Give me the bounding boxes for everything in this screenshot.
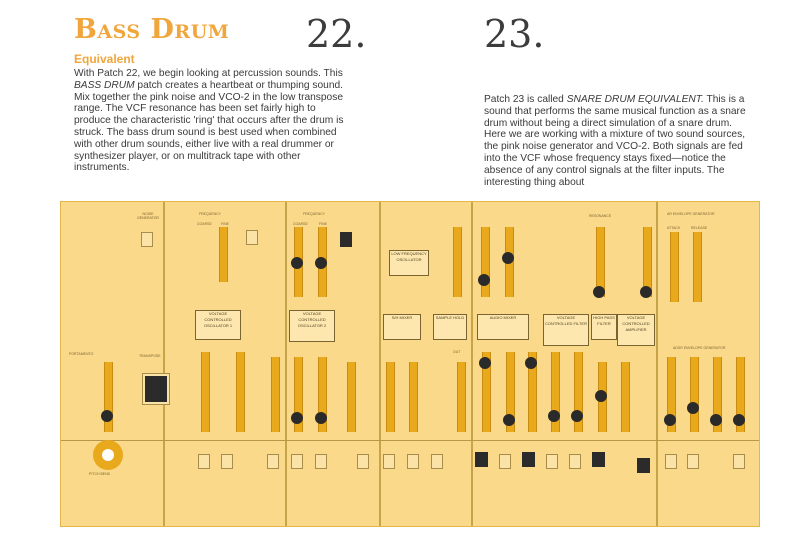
vco1-fine-slider[interactable]: [219, 227, 228, 282]
patch-23-description: [484, 94, 756, 188]
vco1-frequency-label: FREQUENCY: [199, 212, 221, 216]
env-switch-c[interactable]: [733, 454, 745, 469]
vco2-range-switch[interactable]: [340, 232, 352, 247]
lfo-slider[interactable]: [453, 227, 462, 297]
synth-panel: [60, 201, 760, 527]
page-title: Bass Drum: [74, 14, 230, 45]
patch-23-text-b: This is a sound that performs the same musical function as a snare drum without being a direct simulation of a snare drum. Here we are working with a mixture of two sound sources, the pink noise generator and VCO-2. Both signals are fed into the VCF whose frequency stays fixed—notice the absence of any control signals at the filter inputs. The interesting thing about: [484, 94, 746, 188]
transpose-label: TRANSPOSE: [139, 354, 161, 358]
mixer-switch-c[interactable]: [522, 452, 535, 467]
vco2-knob-b[interactable]: [315, 412, 327, 424]
sh-switch-a[interactable]: [383, 454, 395, 469]
noise-switch[interactable]: [141, 232, 153, 247]
mixer-knob-e[interactable]: [525, 357, 537, 369]
vca-knob[interactable]: [640, 286, 652, 298]
adsr-attack-knob[interactable]: [664, 414, 676, 426]
pitch-bend-knob-cap: [102, 449, 114, 461]
panel-divider: [656, 202, 658, 526]
sh-mixer-module: S/H MIXER: [383, 314, 421, 340]
panel-divider: [471, 202, 473, 526]
vcf-knob-a[interactable]: [548, 410, 560, 422]
sample-hold-module: SAMPLE HOLD: [433, 314, 467, 340]
vca-module: VOLTAGE CONTROLLED AMPLIFIER: [617, 314, 655, 346]
panel-rule: [61, 440, 759, 441]
vcf-resonance-knob[interactable]: [593, 286, 605, 298]
vco1-wave-switch[interactable]: [198, 454, 210, 469]
vco2-slider-c[interactable]: [347, 362, 356, 432]
sh-switch-b[interactable]: [407, 454, 419, 469]
vco2-wave-switch-2[interactable]: [315, 454, 327, 469]
sh-slider-c[interactable]: [457, 362, 466, 432]
vca-slider-b[interactable]: [621, 362, 630, 432]
vco1-slider-c[interactable]: [271, 357, 280, 432]
panel-divider: [379, 202, 381, 526]
adsr-envelope-label: ADSR ENVELOPE GENERATOR: [673, 346, 726, 350]
vco1-wave-switch-2[interactable]: [221, 454, 233, 469]
sh-slider-a[interactable]: [386, 362, 395, 432]
vcf-switch-a[interactable]: [546, 454, 558, 469]
vco1-coarse-label: COARSE: [197, 222, 212, 226]
vco2-wave-switch[interactable]: [291, 454, 303, 469]
adsr-release-knob[interactable]: [733, 414, 745, 426]
sh-switch-c[interactable]: [431, 454, 443, 469]
attack-label: ATTACK: [667, 226, 681, 230]
mixer-knob-a[interactable]: [478, 274, 490, 286]
panel-divider: [285, 202, 287, 526]
vcf-switch-b[interactable]: [569, 454, 581, 469]
adsr-decay-slider[interactable]: [690, 357, 699, 432]
patch-22-text-a: With Patch 22, we begin looking at percussion sounds. This: [74, 68, 343, 79]
vco2-mode-switch[interactable]: [357, 454, 369, 469]
vca-switch[interactable]: [637, 458, 650, 473]
mixer-switch-b[interactable]: [499, 454, 511, 469]
ar-release-slider[interactable]: [693, 232, 702, 302]
portamento-label: PORTAMENTO: [69, 352, 94, 356]
adsr-decay-knob[interactable]: [687, 402, 699, 414]
mixer-slider-a[interactable]: [481, 227, 490, 297]
vco2-coarse-knob[interactable]: [291, 257, 303, 269]
sh-slider-b[interactable]: [409, 362, 418, 432]
panel-divider: [163, 202, 165, 526]
vcf-module: VOLTAGE CONTROLLED FILTER: [543, 314, 589, 346]
mixer-knob-d[interactable]: [503, 414, 515, 426]
vcf-switch-c[interactable]: [592, 452, 605, 467]
noise-generator-label: NOISE GENERATOR: [137, 212, 159, 220]
vcf-knob-c[interactable]: [595, 390, 607, 402]
vco2-frequency-label: FREQUENCY: [303, 212, 325, 216]
mixer-knob-b[interactable]: [502, 252, 514, 264]
vcf-knob-b[interactable]: [571, 410, 583, 422]
patch-22-description: [74, 68, 354, 174]
vco1-range-switch[interactable]: [246, 230, 258, 245]
patch-22-text-b: patch creates a heartbeat or thumping sound. Mix together the pink noise and VCO-2 in the low transpose range. The VCF resonance has been set fairly high to produce the characteristic 'ring' that occurs after the drum is struck. The bass drum sound is best used when combined with other drum sounds, either live with a real drummer or synthesizer player, or on multitrack tape with other instruments.: [74, 79, 344, 174]
pitch-bend-label: PITCH BEND: [89, 472, 111, 476]
vco2-fine-knob[interactable]: [315, 257, 327, 269]
patch-23-number: 23.: [484, 12, 545, 56]
transpose-switch[interactable]: [143, 374, 169, 404]
mixer-knob-c[interactable]: [479, 357, 491, 369]
ar-envelope-label: AR ENVELOPE GENERATOR: [667, 212, 715, 216]
vco2-fine-label: FINE: [319, 222, 327, 226]
patch-22-name: BASS DRUM: [74, 79, 135, 91]
portamento-knob[interactable]: [101, 410, 113, 422]
vco1-mode-switch[interactable]: [267, 454, 279, 469]
vco2-knob-a[interactable]: [291, 412, 303, 424]
ar-attack-slider[interactable]: [670, 232, 679, 302]
vco2-coarse-label: COARSE: [293, 222, 308, 226]
resonance-label: RESONANCE: [589, 214, 612, 218]
mixer-switch-a[interactable]: [475, 452, 488, 467]
hpf-module: HIGH PASS FILTER: [591, 314, 617, 340]
vco1-module: VOLTAGE CONTROLLED OSCILLATOR 1: [195, 310, 241, 340]
adsr-sustain-knob[interactable]: [710, 414, 722, 426]
patch-23-name: SNARE DRUM EQUIVALENT.: [566, 94, 704, 105]
vco1-slider-a[interactable]: [201, 352, 210, 432]
lfo-module: LOW FREQUENCY OSCILLATOR: [389, 250, 429, 276]
env-switch-b[interactable]: [687, 454, 699, 469]
patch-22-subtitle: Equivalent: [74, 52, 135, 66]
patch-23-text-a: Patch 23 is called: [484, 94, 567, 105]
pitch-bend-knob[interactable]: [93, 440, 123, 470]
patch-22-number: 22.: [306, 12, 367, 56]
vco1-fine-label: FINE: [221, 222, 229, 226]
release-label: RELEASE: [691, 226, 708, 230]
env-switch-a[interactable]: [665, 454, 677, 469]
sh-out-label: OUT: [453, 350, 461, 354]
vco2-module: VOLTAGE CONTROLLED OSCILLATOR 2: [289, 310, 335, 342]
vco1-slider-b[interactable]: [236, 352, 245, 432]
audio-mixer-module: AUDIO MIXER: [477, 314, 529, 340]
